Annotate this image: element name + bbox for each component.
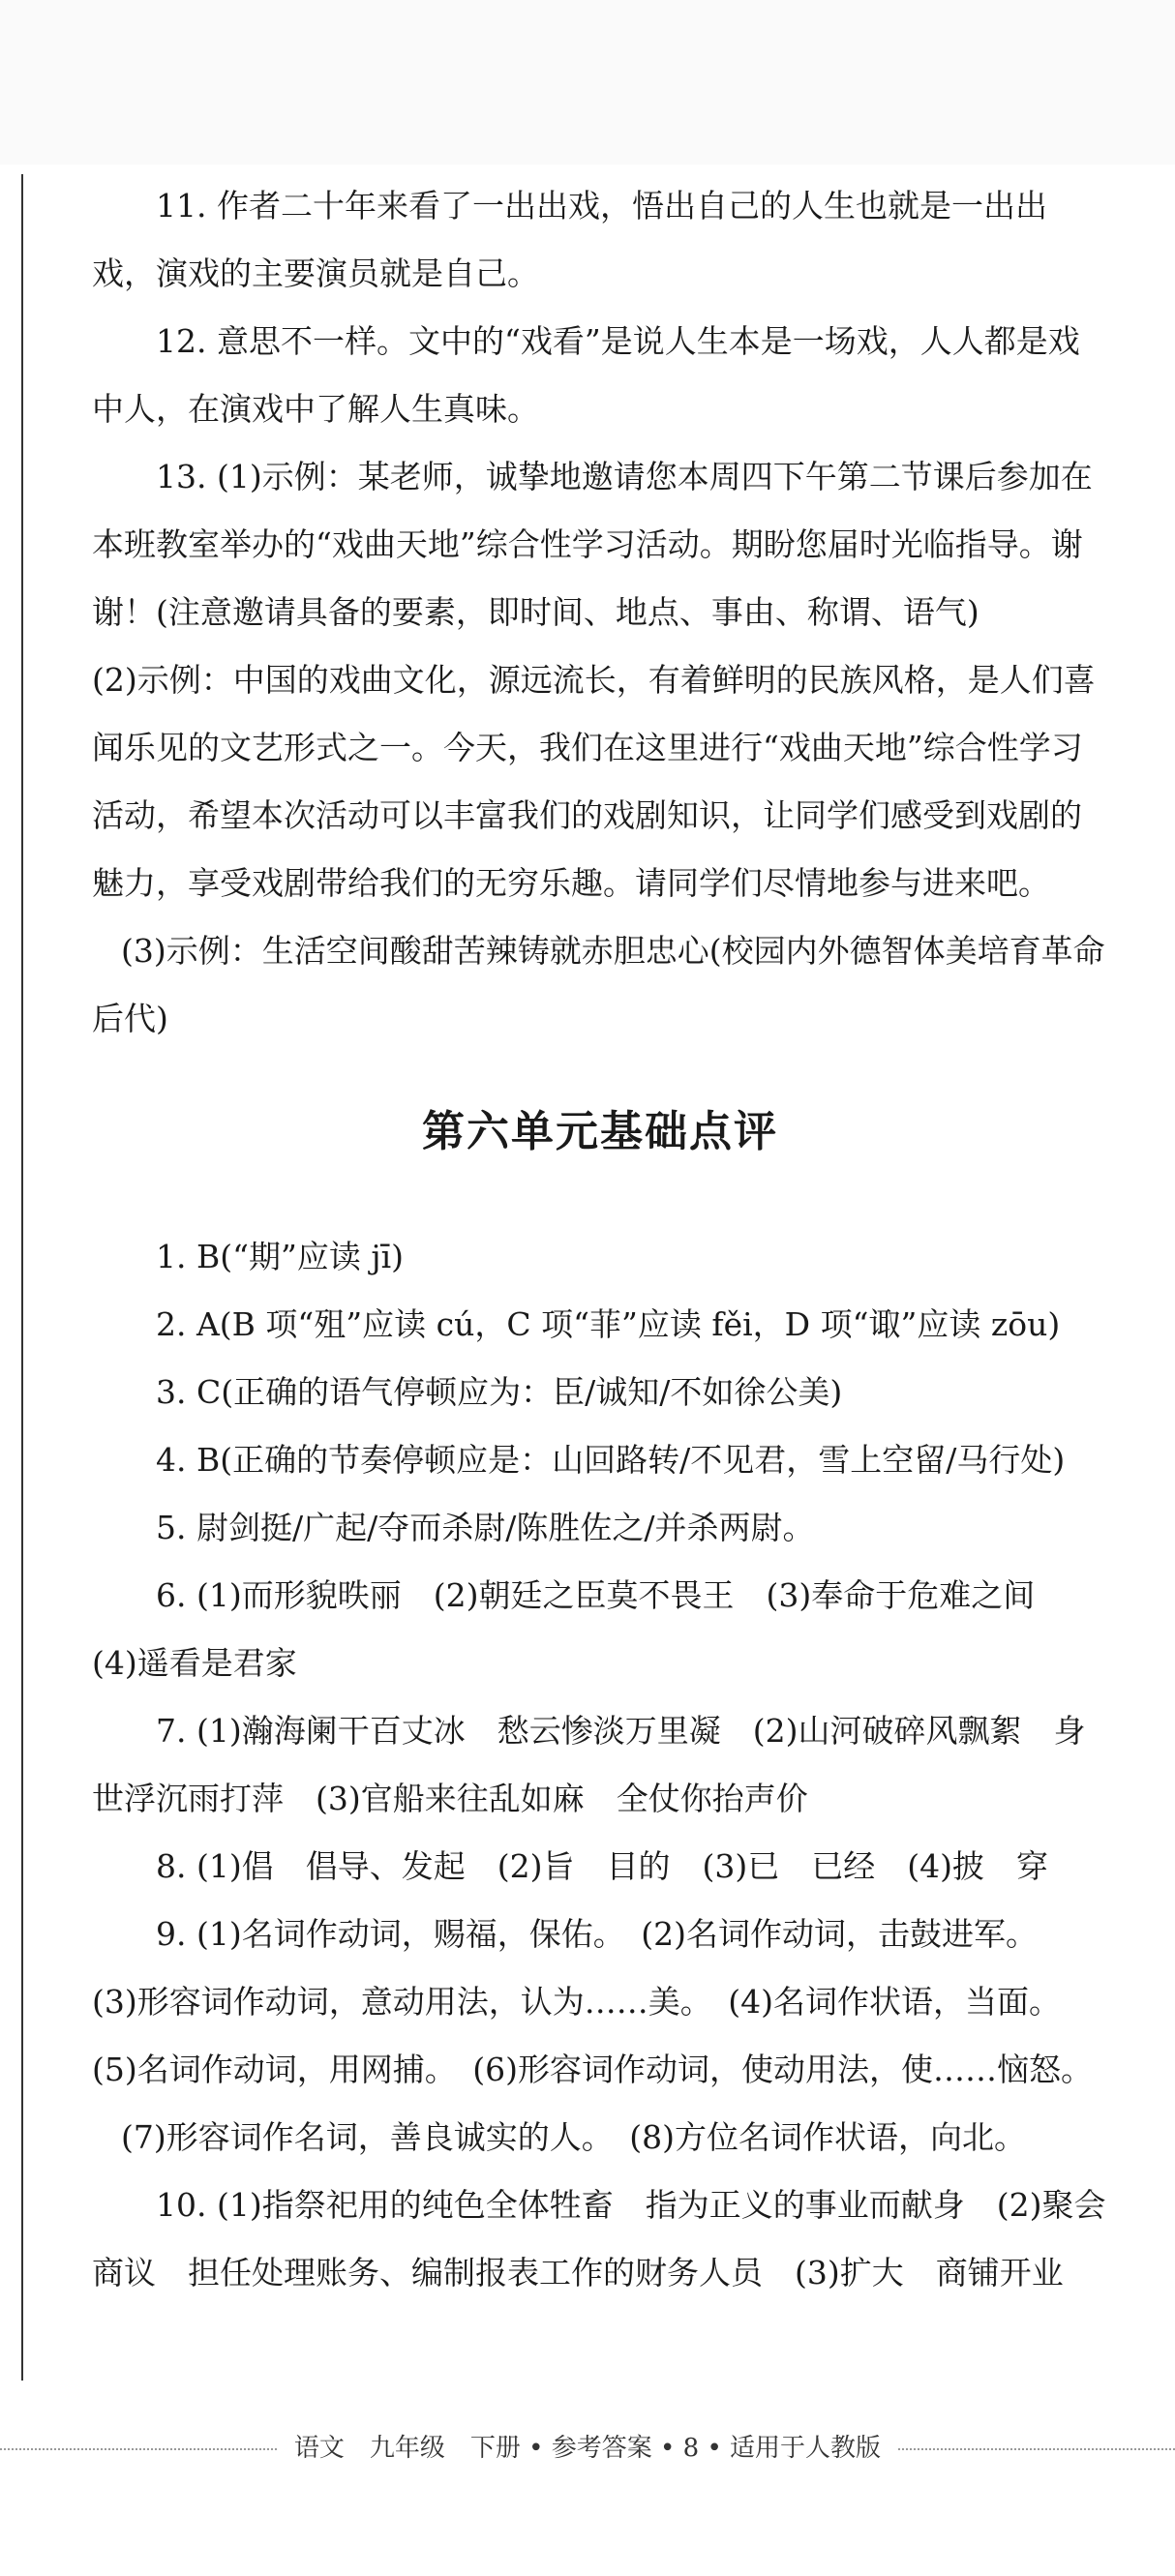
answer-q12: 12. 意思不一样。文中的“戏看”是说人生本是一场戏，人人都是戏中人，在演戏中了解人生真味。 xyxy=(92,322,1080,428)
answers-part-1 xyxy=(92,172,1108,1053)
answer-s10: 10. (1)指祭祀用的纯色全体牲畜 指为正义的事业而献身 (2)聚会商议 担任处理账务、编制报表工作的财务人员 (3)扩大 商铺开业 xyxy=(92,2186,1106,2291)
section-title: 第六单元基础点评 xyxy=(422,1107,778,1156)
answer-s7: 7. (1)瀚海阑干百丈冰 愁云惨淡万里凝 (2)山河破碎风飘絮 身世浮沉雨打萍 (3)官船来往乱如麻 全仗你抬声价 xyxy=(92,1712,1086,1817)
margin-rule xyxy=(21,174,23,2381)
answer-s9d: (7)形容词作名词，善良诚实的人。 (8)方位名词作状语，向北。 xyxy=(121,2118,1026,2156)
answer-s4: 4. B(正确的节奏停顿应是：山回路转/不见君，雪上空留/马行处) xyxy=(156,1441,1066,1479)
page-footer xyxy=(0,2429,1175,2468)
answer-s2: 2. A(B 项“殂”应读 cú，C 项“菲”应读 fěi，D 项“诹”应读 zōu) xyxy=(156,1305,1061,1343)
page-top-margin xyxy=(0,0,1175,165)
answer-s3: 3. C(正确的语气停顿应为：臣/诚知/不如徐公美) xyxy=(156,1373,843,1411)
answer-s9b: (3)形容词作动词，意动用法，认为……美。 (4)名词作状语，当面。 xyxy=(92,1983,1061,2021)
answer-s5: 5. 尉剑挺/广起/夺而杀尉/陈胜佐之/并杀两尉。 xyxy=(156,1509,815,1546)
answer-s8: 8. (1)倡 倡导、发起 (2)旨 目的 (3)已 已经 (4)披 穿 xyxy=(156,1847,1048,1885)
answer-s1: 1. B(“期”应读 jī) xyxy=(156,1238,404,1275)
answer-s9c: (5)名词作动词，用网捕。 (6)形容词作动词，使动用法，使……恼怒。 xyxy=(92,2051,1093,2088)
answer-q13a: 13. (1)示例：某老师，诚挚地邀请您本周四下午第二节课后参加在本班教室举办的“戏曲天地”综合性学习活动。期盼您届时光临指导。谢谢！(注意邀请具备的要素，即时间、地点、事由、称谓、语气) xyxy=(92,458,1093,631)
answer-s9a: 9. (1)名词作动词，赐福，保佑。 (2)名词作动词，击鼓进军。 xyxy=(156,1915,1038,1953)
footer-text: 语文 九年级 下册 • 参考答案 • 8 • 适用于人教版 xyxy=(279,2434,896,2463)
answer-q11: 11. 作者二十年来看了一出出戏，悟出自己的人生也就是一出出戏，演戏的主要演员就是自己。 xyxy=(92,187,1047,292)
answer-q13b: (2)示例：中国的戏曲文化，源远流长，有着鲜明的民族风格，是人们喜闻乐见的文艺形式之一。今天，我们在这里进行“戏曲天地”综合性学习活动，希望本次活动可以丰富我们的戏剧知识，让同学们感受到戏剧的魅力，享受戏剧带给我们的无穷乐趣。请同学们尽情地参与进来吧。 xyxy=(92,661,1096,902)
answer-s6: 6. (1)而形貌昳丽 (2)朝廷之臣莫不畏王 (3)奉命于危难之间 (4)遥看是君家 xyxy=(92,1576,1068,1682)
answer-q13c: (3)示例：生活空间酸甜苦辣铸就赤胆忠心(校园内外德智体美培育革命后代) xyxy=(92,932,1105,1037)
answers-part-2 xyxy=(92,1223,1108,2307)
answer-content xyxy=(92,172,1108,2307)
